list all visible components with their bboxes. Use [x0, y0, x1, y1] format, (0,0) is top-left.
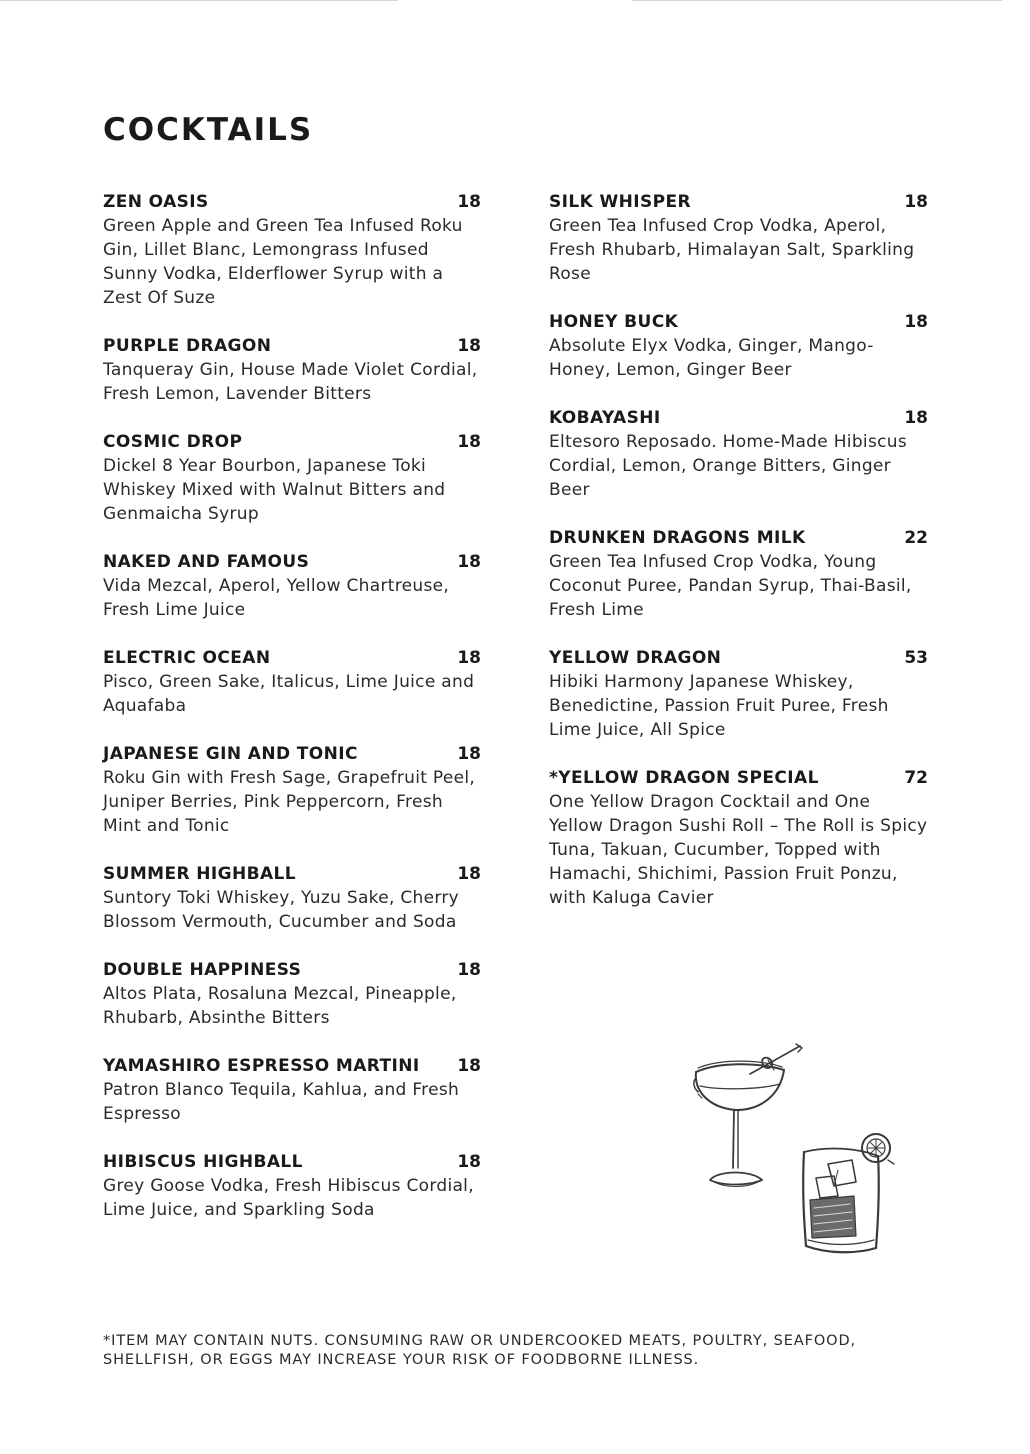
- item-description: Eltesoro Reposado. Home-Made Hibiscus Cordial, Lemon, Orange Bitters, Ginger Beer: [549, 432, 907, 500]
- menu-item: [103, 334, 481, 406]
- menu-column-right: [549, 190, 928, 934]
- menu-item: [103, 1054, 481, 1126]
- item-description: Vida Mezcal, Aperol, Yellow Chartreuse, Fresh Lime Juice: [103, 576, 450, 620]
- top-divider-right: [632, 0, 1002, 1]
- item-name: ELECTRIC OCEAN: [103, 648, 271, 668]
- menu-item: [103, 742, 481, 838]
- cocktail-glasses-sketch-icon: [688, 1040, 958, 1262]
- item-name: SUMMER HIGHBALL: [103, 864, 297, 884]
- item-price: 18: [904, 192, 928, 212]
- item-name: PURPLE DRAGON: [103, 336, 272, 356]
- item-price: 18: [457, 552, 481, 572]
- item-name: DRUNKEN DRAGONS MILK: [549, 528, 806, 548]
- item-description: One Yellow Dragon Cocktail and One Yellow Dragon Sushi Roll – The Roll is Spicy Tuna, Takuan, Cucumber, Topped with Hamachi, Shichimi, Passion Fruit Ponzu, with Kaluga Cavier: [549, 792, 928, 908]
- item-description: Absolute Elyx Vodka, Ginger, Mango-Honey, Lemon, Ginger Beer: [549, 336, 874, 380]
- menu-item: [549, 766, 928, 910]
- menu-column-left: [103, 190, 481, 1246]
- item-price: 18: [904, 408, 928, 428]
- item-price: 18: [457, 744, 481, 764]
- menu-item: [103, 550, 481, 622]
- menu-item: [103, 430, 481, 526]
- item-price: 18: [457, 192, 481, 212]
- item-description: Patron Blanco Tequila, Kahlua, and Fresh Espresso: [103, 1080, 460, 1124]
- menu-item: [549, 190, 928, 286]
- item-price: 22: [904, 528, 928, 548]
- menu-item: [549, 310, 928, 382]
- item-name: SILK WHISPER: [549, 192, 692, 212]
- item-name: NAKED AND FAMOUS: [103, 552, 310, 572]
- menu-item: [103, 646, 481, 718]
- top-divider-left: [0, 0, 398, 1]
- item-description: Hibiki Harmony Japanese Whiskey, Benedictine, Passion Fruit Puree, Fresh Lime Juice, All Spice: [549, 672, 889, 740]
- item-price: 18: [904, 312, 928, 332]
- menu-item: [549, 526, 928, 622]
- item-price: 18: [457, 1056, 481, 1076]
- item-name: HIBISCUS HIGHBALL: [103, 1152, 303, 1172]
- item-price: 18: [457, 432, 481, 452]
- item-name: KOBAYASHI: [549, 408, 661, 428]
- item-price: 18: [457, 960, 481, 980]
- item-description: Altos Plata, Rosaluna Mezcal, Pineapple, Rhubarb, Absinthe Bitters: [103, 984, 457, 1028]
- menu-item: [103, 1150, 481, 1222]
- item-description: Green Apple and Green Tea Infused Roku Gin, Lillet Blanc, Lemongrass Infused Sunny Vodka, Elderflower Syrup with a Zest Of Suze: [103, 216, 463, 308]
- item-name: YELLOW DRAGON: [549, 648, 722, 668]
- item-name: HONEY BUCK: [549, 312, 679, 332]
- item-price: 18: [457, 1152, 481, 1172]
- item-price: 18: [457, 648, 481, 668]
- item-name: COSMIC DROP: [103, 432, 243, 452]
- item-description: Green Tea Infused Crop Vodka, Aperol, Fresh Rhubarb, Himalayan Salt, Sparkling Rose: [549, 216, 915, 284]
- item-price: 53: [904, 648, 928, 668]
- menu-item: [103, 862, 481, 934]
- allergen-footnote: *ITEM MAY CONTAIN NUTS. CONSUMING RAW OR UNDERCOOKED MEATS, POULTRY, SEAFOOD, SHELLFISH, OR EGGS MAY INCREASE YOUR RISK OF FOODBORNE ILLNESS.: [103, 1333, 857, 1368]
- item-description: Tanqueray Gin, House Made Violet Cordial, Fresh Lemon, Lavender Bitters: [103, 360, 478, 404]
- item-description: Roku Gin with Fresh Sage, Grapefruit Peel, Juniper Berries, Pink Peppercorn, Fresh Mint and Tonic: [103, 768, 476, 836]
- item-description: Grey Goose Vodka, Fresh Hibiscus Cordial, Lime Juice, and Sparkling Soda: [103, 1176, 474, 1220]
- item-price: 72: [904, 768, 928, 788]
- item-description: Pisco, Green Sake, Italicus, Lime Juice and Aquafaba: [103, 672, 475, 716]
- menu-item: [103, 958, 481, 1030]
- item-name: ZEN OASIS: [103, 192, 209, 212]
- item-description: Dickel 8 Year Bourbon, Japanese Toki Whiskey Mixed with Walnut Bitters and Genmaicha Syrup: [103, 456, 446, 524]
- menu-item: [549, 646, 928, 742]
- item-name: DOUBLE HAPPINESS: [103, 960, 302, 980]
- item-description: Suntory Toki Whiskey, Yuzu Sake, Cherry Blossom Vermouth, Cucumber and Soda: [103, 888, 460, 932]
- item-price: 18: [457, 336, 481, 356]
- item-name: *YELLOW DRAGON SPECIAL: [549, 768, 819, 788]
- menu-item: [549, 406, 928, 502]
- item-name: JAPANESE GIN AND TONIC: [103, 744, 358, 764]
- item-price: 18: [457, 864, 481, 884]
- item-description: Green Tea Infused Crop Vodka, Young Coconut Puree, Pandan Syrup, Thai-Basil, Fresh Lime: [549, 552, 912, 620]
- menu-item: [103, 190, 481, 310]
- page-title: COCKTAILS: [103, 112, 314, 148]
- item-name: YAMASHIRO ESPRESSO MARTINI: [103, 1056, 420, 1076]
